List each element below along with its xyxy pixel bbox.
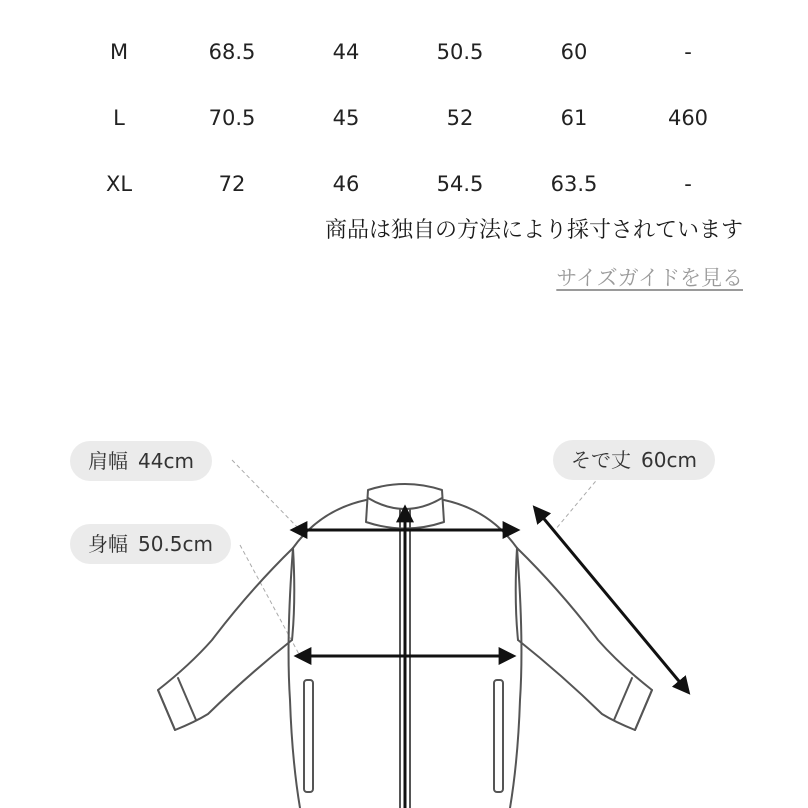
measurement-note: 商品は独自の方法により採寸されています [324,218,743,243]
table-cell: - [684,172,692,196]
table-cell: 45 [332,106,360,130]
size-cell: L [113,106,125,130]
table-cell: 54.5 [436,172,484,196]
shoulder-label-name: 肩幅 [88,449,128,473]
size-cell: M [109,40,129,64]
body-width-label [70,524,231,564]
table-cell: 72 [218,172,246,196]
table-cell: 46 [332,172,360,196]
table-cell: 68.5 [208,40,256,64]
table-cell: 60 [560,40,588,64]
body-width-label-value: 50.5cm [138,532,214,556]
table-cell: 61 [560,106,588,130]
sleeve-label-name: そで丈 [571,448,631,472]
table-cell: 460 [667,106,709,130]
measure-arrows [293,508,688,808]
sleeve-arrow [535,508,688,692]
shoulder-label-value: 44cm [138,449,194,473]
size-guide-link[interactable]: サイズガイドを見る [556,266,743,290]
body-width-label-name: 身幅 [88,532,128,556]
table-cell: 70.5 [208,106,256,130]
table-cell: - [684,40,692,64]
table-cell: 44 [332,40,360,64]
shoulder-label [70,441,212,481]
table-cell: 52 [446,106,474,130]
leader-lines [232,460,600,656]
sleeve-label [553,440,715,480]
table-cell: 63.5 [550,172,598,196]
sleeve-label-value: 60cm [641,448,697,472]
size-cell: XL [105,172,133,196]
table-cell: 50.5 [436,40,484,64]
